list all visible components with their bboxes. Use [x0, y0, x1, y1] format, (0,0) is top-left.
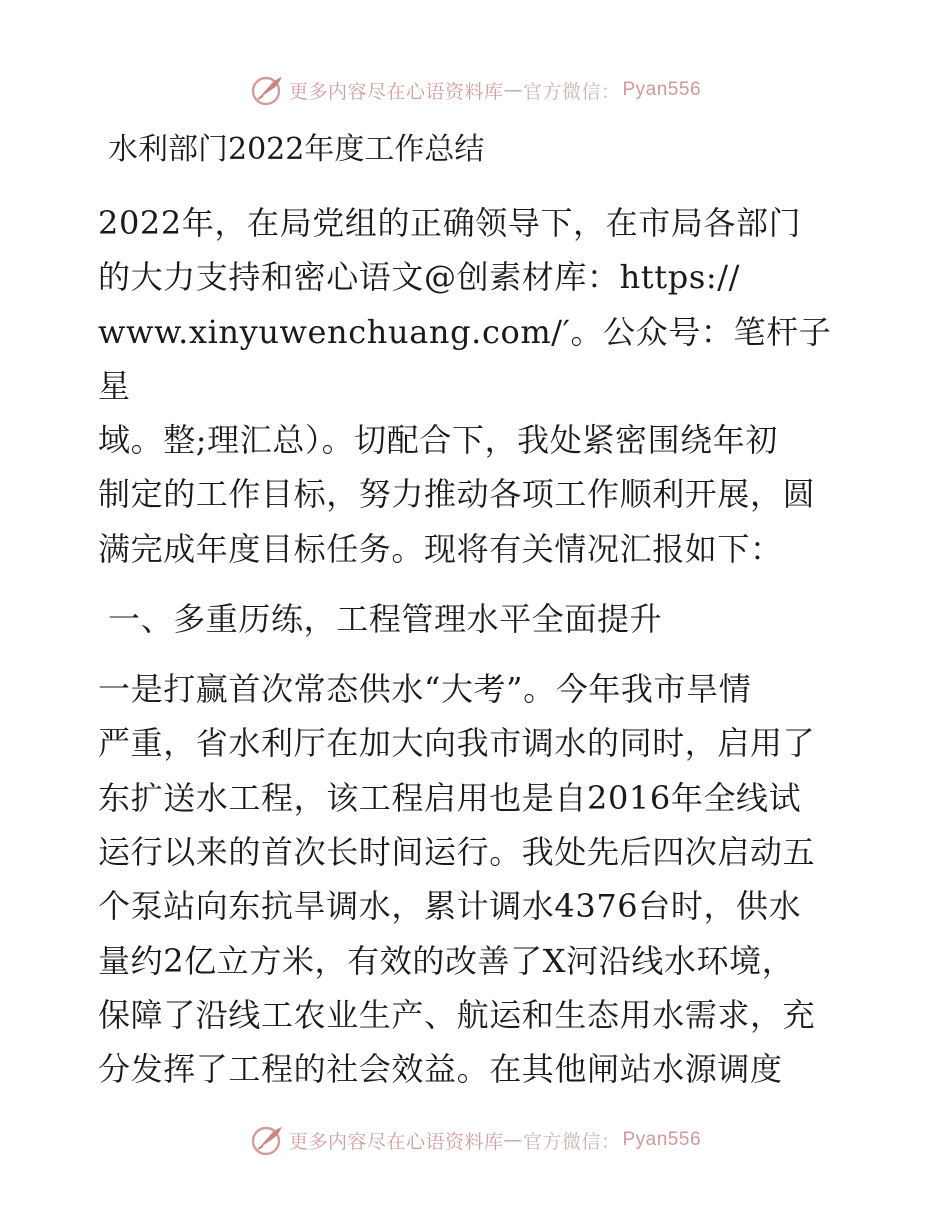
watermark-separator: — — [503, 79, 523, 101]
watermark-separator: — — [503, 1129, 523, 1151]
document-body — [98, 120, 858, 1096]
watermark-footer — [0, 1120, 950, 1160]
watermark-wechat-id: Pyan556 — [622, 79, 702, 100]
intro-paragraph: 2022年，在局党组的正确领导下，在市局各部门 的大力支持和密心语文@创素材库：https:// www.xinyuwenchuang.com/′。公众号：笔杆子星 域。整;理汇总）。切配合下，我处紧密围绕年初 制定的工作目标，努力推动各项工作顺利开展，圆 满完成年度目标任务。现将有关情况汇报如下： — [98, 204, 832, 568]
watermark-wechat-id: Pyan556 — [622, 1129, 702, 1150]
watermark-official-label: 官方微信： — [522, 80, 621, 103]
section-heading: 一、多重历练，工程管理水平全面提升 — [108, 600, 663, 639]
watermark-text: 更多内容尽在心语资料库 — [288, 80, 504, 103]
document-title: 水利部门2022年度工作总结 — [108, 132, 485, 167]
watermark-text: 更多内容尽在心语资料库 — [288, 1130, 504, 1153]
quill-logo-icon — [249, 1122, 285, 1158]
watermark-header — [0, 70, 950, 110]
watermark-official-label: 官方微信： — [522, 1130, 621, 1153]
section-paragraph: 一是打赢首次常态供水“大考”。今年我市旱情 严重，省水利厅在加大向我市调水的同时，启用了 东扩送水工程，该工程启用也是自2016年全线试 运行以来的首次长时间运行。我处先后四次启动五 个泵站向东抗旱调水，累计调水4376台时，供水 量约2亿立方米，有效的改善了X河沿线水环境， 保障了沿线工农业生产、航运和生态用水需求，充 分发挥了工程的社会效益。在其他闸站水源调度 — [98, 670, 816, 1089]
quill-logo-icon — [249, 72, 285, 108]
